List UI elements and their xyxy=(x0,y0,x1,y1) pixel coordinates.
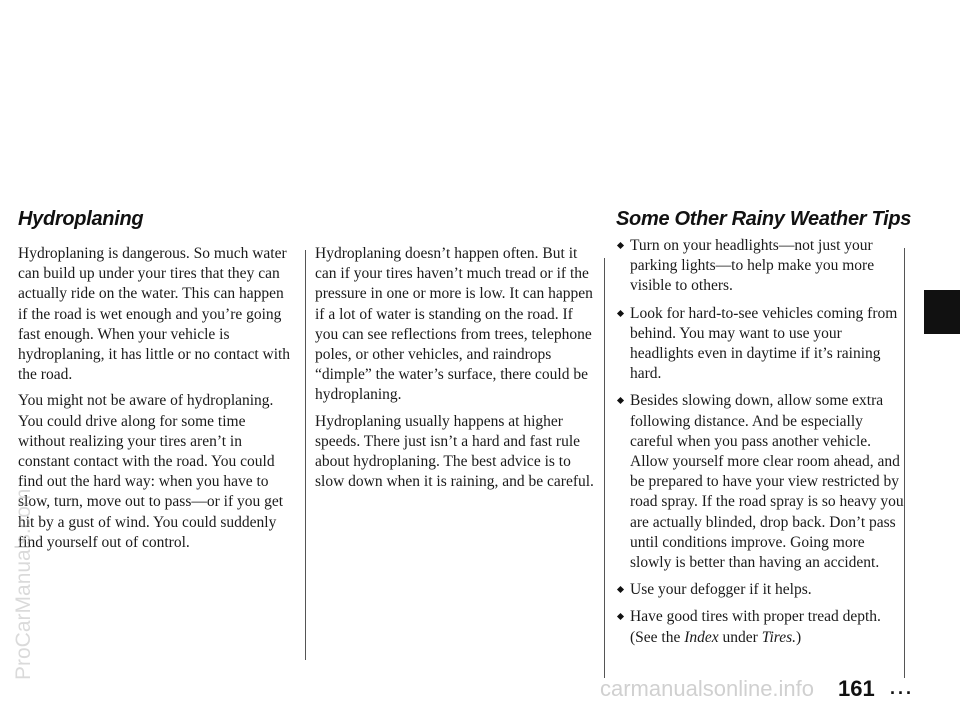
page-number: 161 xyxy=(838,676,875,701)
list-item-text: Turn on your headlights—not just your parking lights—to help make you more visible to others. xyxy=(630,237,875,295)
hydroplaning-column-1 xyxy=(18,244,294,559)
list-item-text: Besides slowing down, allow some extra following distance. And be especially careful when you pass another vehicle. Allow yourself more clear room ahead, and be prepared to have your view restricted by road spray. If the road spray is so heavy you are actually blinded, drop back. Don’t pass until conditions improve. Going more slowly is better than having an accident. xyxy=(630,392,904,572)
list-item-text: under xyxy=(718,628,762,646)
list-item-text: Have good tires with proper tread depth. (See the xyxy=(630,608,881,646)
page-number-dots: ... xyxy=(890,678,915,698)
list-item xyxy=(616,607,906,647)
list-item-text: ) xyxy=(796,628,802,646)
footer-watermark: carmanualsonline.info xyxy=(600,676,815,701)
section-tab-marker xyxy=(924,290,960,334)
rainy-weather-tips-heading: Some Other Rainy Weather Tips xyxy=(616,208,912,230)
rainy-weather-tips-list xyxy=(616,236,906,655)
column-divider xyxy=(604,258,605,678)
side-watermark: ProCarManuals.com xyxy=(12,488,35,680)
hydroplaning-heading: Hydroplaning xyxy=(18,208,144,230)
tires-reference: Tires. xyxy=(761,628,797,646)
paragraph: Hydroplaning usually happens at higher speeds. There just isn’t a hard and fast rule about hydroplaning. The best advice is to slow down when it is raining, and be careful. xyxy=(315,412,594,491)
column-divider xyxy=(305,250,306,660)
list-item xyxy=(616,236,906,297)
hydroplaning-column-2 xyxy=(315,244,597,498)
list-item xyxy=(616,580,906,600)
list-item-text: Use your defogger if it helps. xyxy=(630,581,812,599)
paragraph: Hydroplaning doesn’t happen often. But it can if your tires haven’t much tread or if the pressure in one or more is low. It can happen if a lot of water is standing on the road. If you can see reflections from trees, telephone poles, or other vehicles, and raindrops “dimple” the water’s surface, there could be hydroplaning. xyxy=(315,245,593,404)
column-divider xyxy=(904,248,905,678)
index-reference: Index xyxy=(684,628,719,646)
list-item xyxy=(616,391,906,573)
paragraph: You might not be aware of hydroplaning. You could drive along for some time without realizing your tires aren’t in constant contact with the road. You could find out the hard way: when you have to slow, turn, move out to pass—or if you get hit by a gust of wind. You could suddenly find yourself out of control. xyxy=(18,392,284,551)
list-item-text: Look for hard-to-see vehicles coming from behind. You may want to use your headlights even in daytime if it’s raining hard. xyxy=(630,304,898,383)
paragraph: Hydroplaning is dangerous. So much water can build up under your tires that they can actually ride on the water. This can happen if the road is wet enough and you’re going fast enough. When your vehicle is hydroplaning, it has little or no contact with the road. xyxy=(18,245,291,384)
list-item xyxy=(616,304,906,385)
